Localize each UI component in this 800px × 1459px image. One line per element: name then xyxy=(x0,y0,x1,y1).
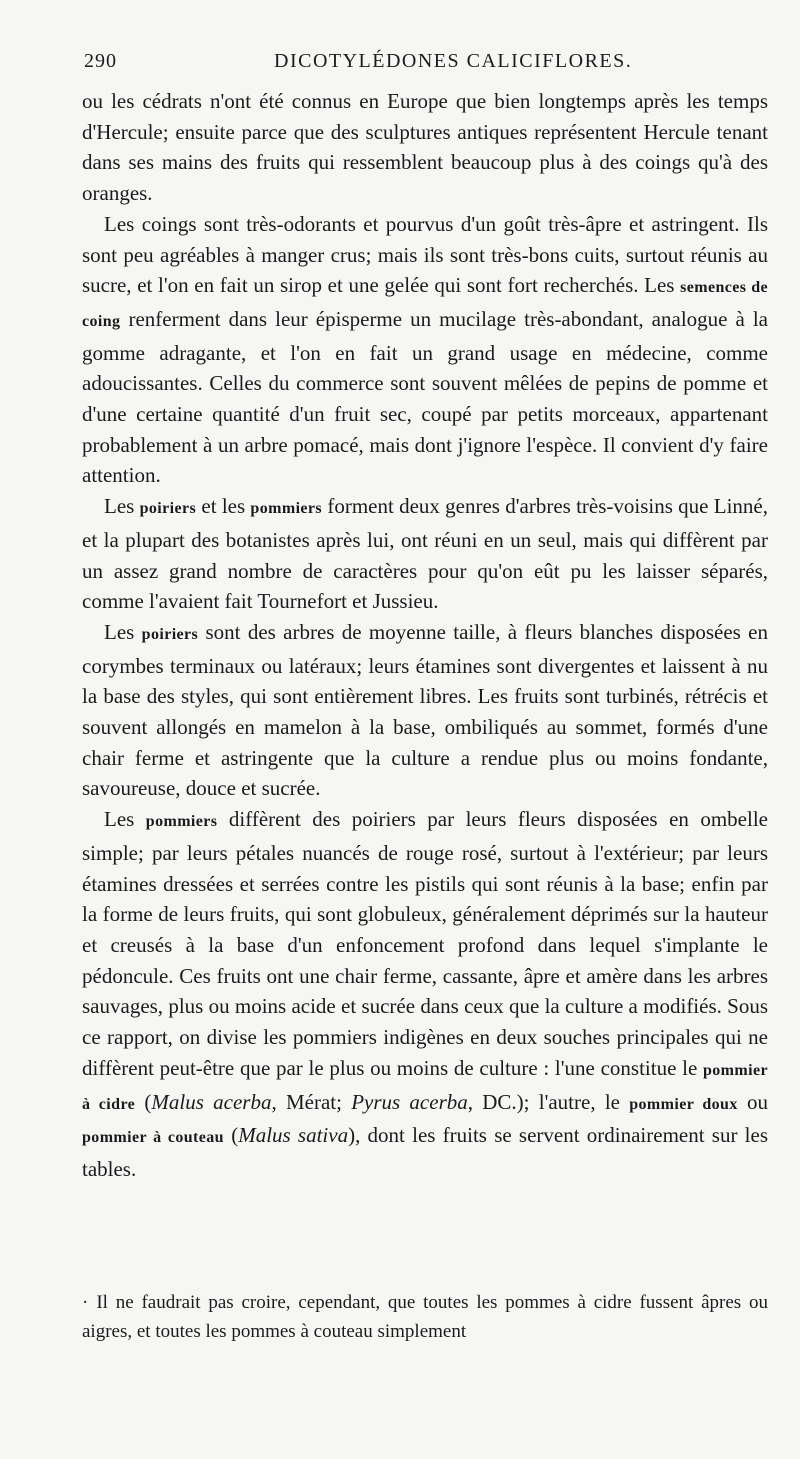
paragraph-pear-trees: Les poiriers sont des arbres de moyenne taille, à fleurs blanches disposées en corymbes terminaux ou latéraux; leurs étamines sont divergentes et laissent à nu la base des styles, qui sont entièrement libres. Les fruits sont turbinés, rétrécis et souvent allongés en mamelon à la base, ombiliqués au sommet, formés d'une chair ferme et astringente que la culture a rendue plus ou moins fondante, savoureuse, douce et sucrée. xyxy=(82,619,768,801)
body-text xyxy=(82,86,768,1185)
term-apple-trees: pommiers xyxy=(145,813,218,831)
running-title: DICOTYLÉDONES CALICIFLORES. xyxy=(274,50,633,72)
paragraph-pear-apple-genera: Les poiriers et les pommiers forment deux genres d'arbres très-voisins que Linné, et la plupart des botanistes après lui, ont réuni en un seul, mais qui diffèrent par un assez grand nombre de caractères pour qu'on eût pu les laisser séparés, comme l'avaient fait Tournefort et Jussieu. xyxy=(82,494,769,614)
footnote-mark: · xyxy=(82,1292,89,1313)
term-sweet-apple: pommier doux xyxy=(629,1095,738,1113)
paragraph-quinces: Les coings sont très-odorants et pourvus d'un goût très-âpre et astringent. Ils sont peu agréables à manger crus; mais ils sont très-bons cuits, surtout réunis au sucre, et l'on en fait un sirop et une gelée qui sont fort recherchés. Les semences de coing renferment dans leur épisperme un mucilage très-abondant, analogue à la gomme adragante, et l'on en fait un grand usage en médecine, comme adoucissantes. Celles du commerce sont souvent mêlées de pepins de pomme et d'une certaine quantité d'un fruit sec, coupé par petits morceaux, appartenant probablement à un arbre pomacé, mais dont j'ignore l'espèce. Il convient d'y faire attention. xyxy=(82,211,768,488)
term-cider-apple: pommier à cidre xyxy=(82,1061,768,1113)
paragraph-apple-trees: Les pommiers diffèrent des poiriers par leurs fleurs disposées en ombelle simple; par leurs pétales nuancés de rouge rosé, surtout à l'extérieur; par leurs étamines dressées et serrées contre les pistils qui sont réunis à la base; enfin par la forme de leurs fruits, qui sont globuleux, généralement déprimés sur la hauteur et creusés à la base d'un enfoncement profond dans lequel s'implante le pédoncule. Ces fruits ont une chair ferme, cassante, âpre et amère dans les arbres sauvages, plus ou moins acide et sucrée dans ceux que la culture a modifiés. Sous ce rapport, on divise les pommiers indigènes en deux souches principales qui ne diffèrent peut-être que par le plus ou moins de culture : l'une constitue le pommier à cidre (Malus acerba, Mérat; Pyrus acerba, DC.); l'autre, le pommier doux ou pommier à couteau (Malus sativa), dont les fruits se servent ordinairement sur les tables. xyxy=(82,807,768,1181)
term-pear-trees: poiriers xyxy=(141,625,199,643)
footnote xyxy=(82,1288,768,1346)
term-table-apple: pommier à couteau xyxy=(82,1129,224,1147)
paragraph-continued: ou les cédrats n'ont été connus en Europe que bien longtemps après les temps d'Hercule; ensuite parce que des sculptures antiques représentent Hercule tenant dans ses mains des fruits qui ressemblent beaucoup plus à des coings qu'à des oranges. xyxy=(82,89,768,206)
species-name: Malus acerba xyxy=(151,1089,272,1114)
footnote-text: Il ne faudrait pas croire, cependant, que toutes les pommes à cidre fussent âpres ou aigres, et toutes les pommes à couteau simplement xyxy=(82,1292,768,1342)
term-quince-seeds: semences de coing xyxy=(82,279,768,330)
running-header xyxy=(84,46,760,80)
species-name: Pyrus acerba xyxy=(351,1089,468,1114)
term-apple-trees: pommiers xyxy=(250,500,323,518)
species-name: Malus sativa xyxy=(238,1123,349,1148)
page-number: 290 xyxy=(84,50,117,72)
term-pear-trees: poiriers xyxy=(139,500,197,518)
